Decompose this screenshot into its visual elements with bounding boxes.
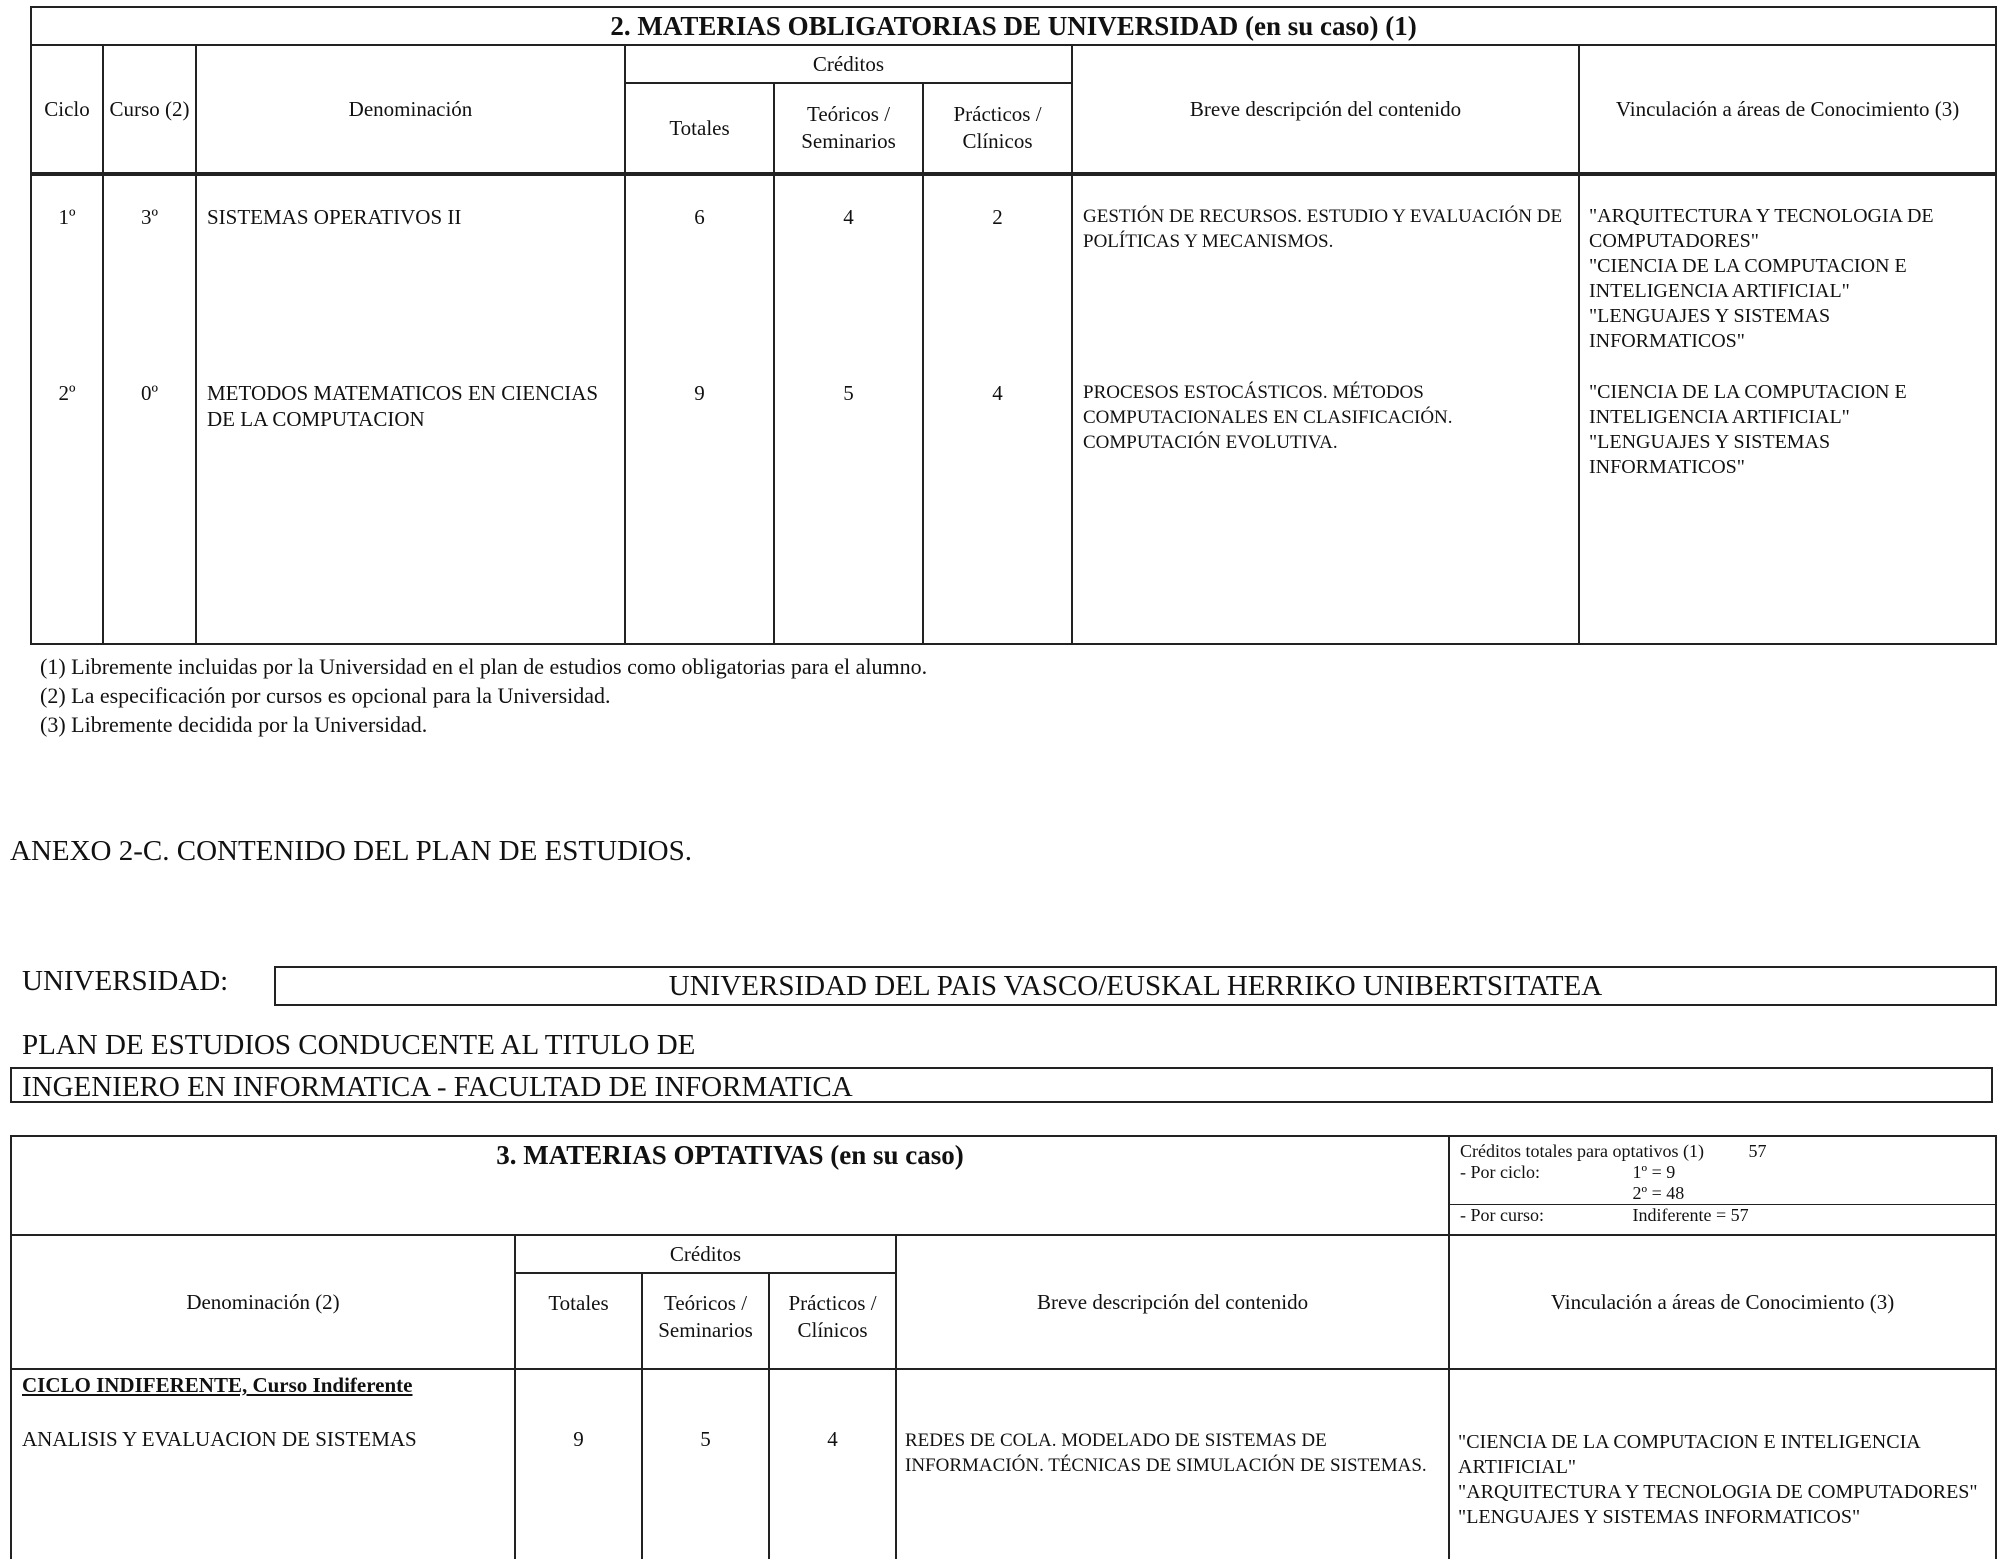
summary-curso-value: Indiferente = 57	[1632, 1205, 1749, 1225]
header-totales: Totales	[625, 83, 774, 174]
plan-label: PLAN DE ESTUDIOS CONDUCENTE AL TITULO DE	[22, 1029, 696, 1061]
opt-header-denominacion: Denominación (2)	[11, 1235, 515, 1369]
opt-header-practicos: Prácticos / Clínicos	[769, 1273, 896, 1369]
opt-header-descripcion: Breve descripción del contenido	[896, 1235, 1449, 1369]
footnotes	[40, 652, 927, 739]
summary-ciclo-label: - Por ciclo:	[1460, 1162, 1541, 1182]
summary-ciclo-2: 2º = 48	[1632, 1183, 1685, 1203]
header-creditos: Créditos	[625, 45, 1072, 83]
row1-areas	[1589, 176, 1989, 354]
header-teoricos: Teóricos / Seminarios	[774, 83, 923, 174]
universidad-value: UNIVERSIDAD DEL PAIS VASCO/EUSKAL HERRIKO UNIBERTSITATEA	[274, 966, 1997, 1006]
opt-row1-practicos: 4	[769, 1369, 896, 1559]
row2-ciclo: 2º	[58, 381, 76, 405]
header-curso: Curso (2)	[103, 45, 196, 174]
creditos-summary	[1449, 1136, 1996, 1235]
opt-row1-totales: 9	[515, 1369, 642, 1559]
header-practicos: Prácticos / Clínicos	[923, 83, 1072, 174]
area-item: "LENGUAJES Y SISTEMAS INFORMATICOS"	[1589, 305, 1831, 352]
header-descripcion: Breve descripción del contenido	[1072, 45, 1579, 174]
plan-value: INGENIERO EN INFORMATICA - FACULTAD DE INFORMATICA	[10, 1067, 1993, 1103]
opt-row1-teoricos: 5	[642, 1369, 769, 1559]
summary-totales-label: Créditos totales para optativos (1)	[1460, 1141, 1704, 1161]
area-item: "ARQUITECTURA Y TECNOLOGIA DE COMPUTADORES"	[1458, 1481, 1978, 1503]
table-body	[31, 174, 1996, 644]
row1-descripcion: GESTIÓN DE RECURSOS. ESTUDIO Y EVALUACIÓN DE POLÍTICAS Y MECANISMOS.	[1083, 206, 1563, 252]
footnote-2: (2) La especificación por cursos es opcional para la Universidad.	[40, 683, 611, 708]
row2-areas	[1589, 354, 1989, 480]
obligatorias-table	[30, 6, 1997, 645]
universidad-label: UNIVERSIDAD:	[22, 965, 229, 997]
row2-descripcion: PROCESOS ESTOCÁSTICOS. MÉTODOS COMPUTACIONALES EN CLASIFICACIÓN. COMPUTACIÓN EVOLUTIVA.	[1083, 382, 1453, 453]
area-item: "LENGUAJES Y SISTEMAS INFORMATICOS"	[1458, 1506, 1861, 1528]
row2-denominacion: METODOS MATEMATICOS EN CIENCIAS DE LA COMPUTACION	[207, 381, 599, 431]
group-label: CICLO INDIFERENTE, Curso Indiferente	[22, 1373, 413, 1397]
opt-row1-areas	[1449, 1369, 1996, 1559]
area-item: "CIENCIA DE LA COMPUTACION E INTELIGENCIA ARTIFICIAL"	[1589, 381, 1907, 428]
row2-teoricos: 5	[843, 381, 854, 405]
row1-denominacion: SISTEMAS OPERATIVOS II	[207, 205, 462, 229]
footnote-1: (1) Libremente incluidas por la Universidad en el plan de estudios como obligatorias para el alumno.	[40, 654, 928, 679]
section3-title: 3. MATERIAS OPTATIVAS (en su caso)	[11, 1136, 1449, 1235]
row1-totales: 6	[694, 205, 705, 229]
header-denominacion: Denominación	[196, 45, 625, 174]
row2-curso: 0º	[140, 381, 158, 405]
summary-curso-label: - Por curso:	[1460, 1205, 1545, 1225]
header-ciclo: Ciclo	[31, 45, 103, 174]
row2-practicos: 4	[992, 381, 1003, 405]
opt-row1-descripcion: REDES DE COLA. MODELADO DE SISTEMAS DE INFORMACIÓN. TÉCNICAS DE SIMULACIÓN DE SISTEMAS.	[896, 1369, 1449, 1559]
opt-table-body	[11, 1369, 1996, 1559]
summary-ciclo-1: 1º = 9	[1632, 1162, 1676, 1182]
opt-header-vinculacion: Vinculación a áreas de Conocimiento (3)	[1449, 1235, 1996, 1369]
opt-row1-denominacion: ANALISIS Y EVALUACION DE SISTEMAS	[22, 1427, 417, 1451]
optativas-table	[10, 1135, 1997, 1559]
summary-totales-value: 57	[1748, 1141, 1767, 1161]
row1-teoricos: 4	[843, 205, 854, 229]
area-item: "CIENCIA DE LA COMPUTACION E INTELIGENCIA ARTIFICIAL"	[1589, 255, 1907, 302]
row2-totales: 9	[694, 381, 705, 405]
row1-practicos: 2	[992, 205, 1003, 229]
opt-header-totales: Totales	[515, 1273, 642, 1369]
area-item: "LENGUAJES Y SISTEMAS INFORMATICOS"	[1589, 431, 1831, 478]
row1-ciclo: 1º	[58, 205, 76, 229]
footnote-3: (3) Libremente decidida por la Universidad.	[40, 712, 428, 737]
area-item: "CIENCIA DE LA COMPUTACION E INTELIGENCIA ARTIFICIAL"	[1458, 1431, 1920, 1478]
annex-title: ANEXO 2-C. CONTENIDO DEL PLAN DE ESTUDIOS.	[10, 835, 692, 867]
area-item: "ARQUITECTURA Y TECNOLOGIA DE COMPUTADORES"	[1589, 205, 1934, 252]
opt-header-teoricos: Teóricos / Seminarios	[642, 1273, 769, 1369]
opt-header-creditos: Créditos	[515, 1235, 896, 1273]
row1-curso: 3º	[140, 205, 158, 229]
section2-title: 2. MATERIAS OBLIGATORIAS DE UNIVERSIDAD (en su caso) (1)	[31, 7, 1996, 45]
header-vinculacion: Vinculación a áreas de Conocimiento (3)	[1579, 45, 1996, 174]
